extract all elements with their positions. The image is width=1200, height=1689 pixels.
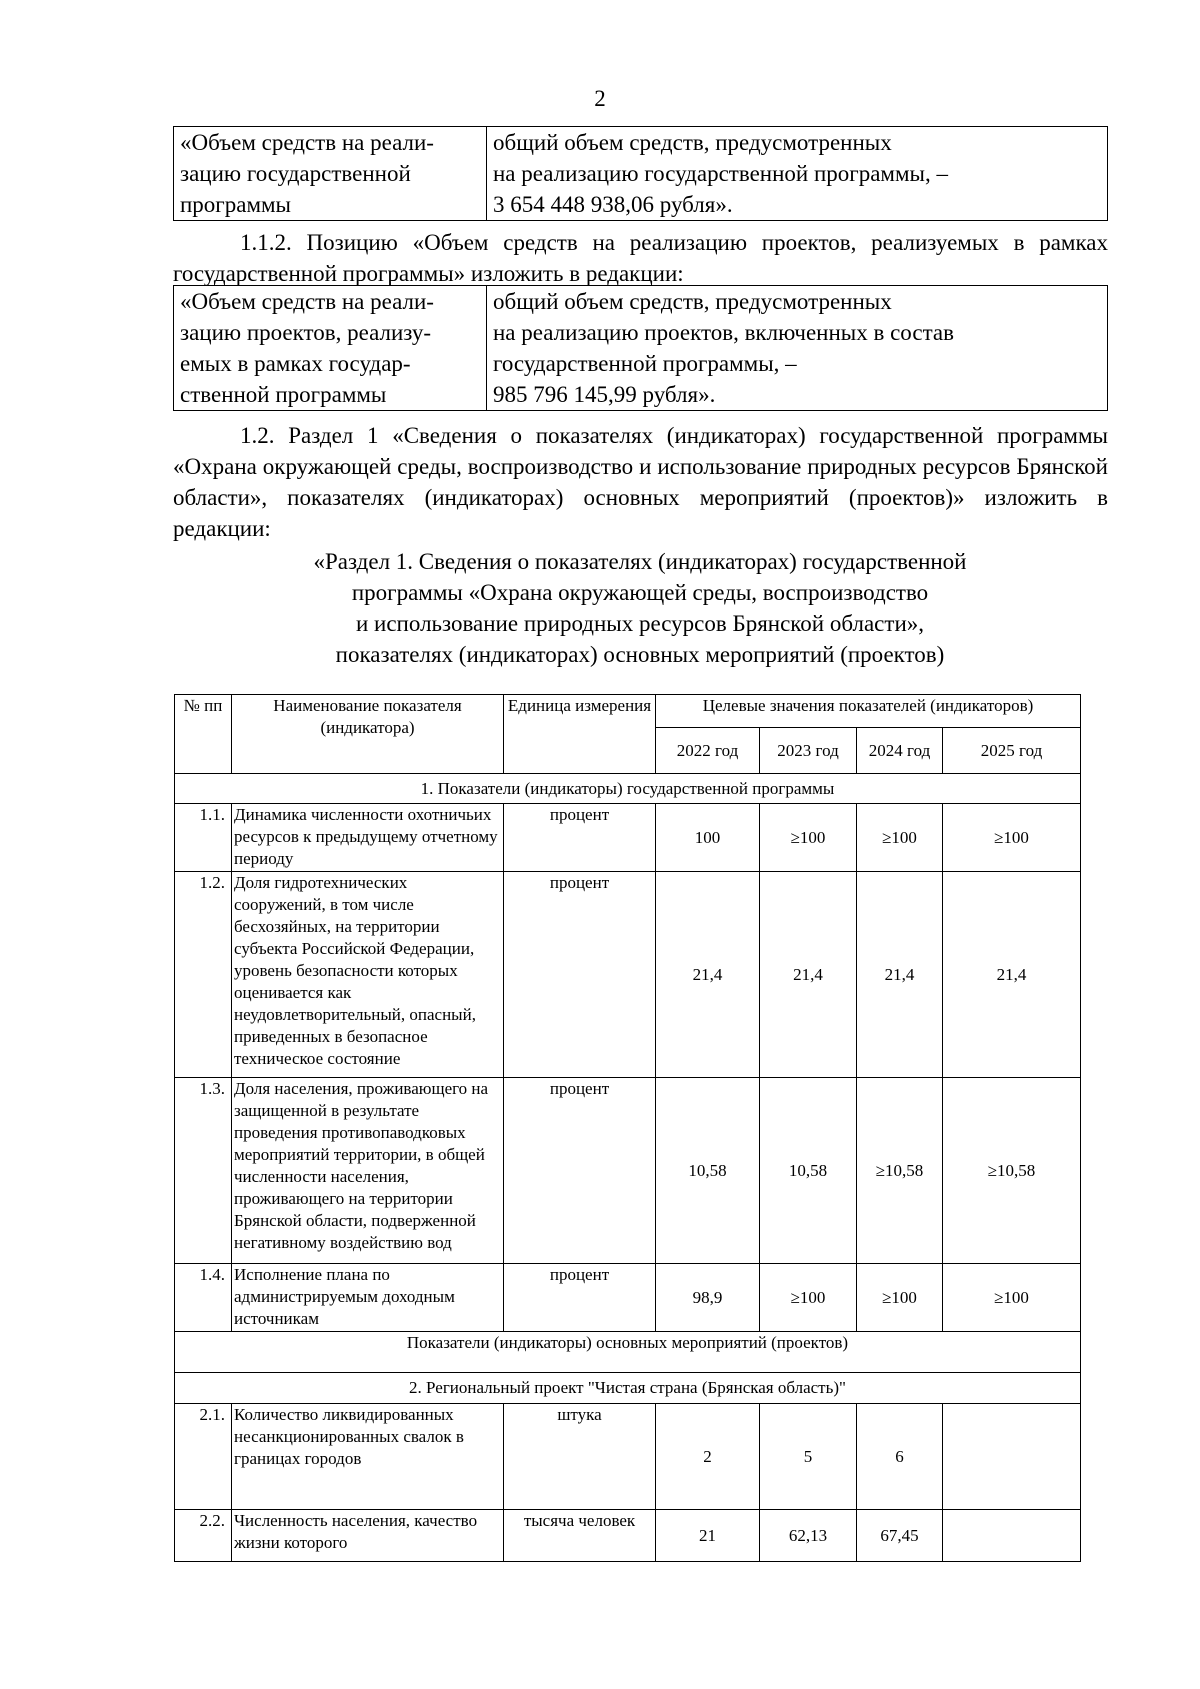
section-row: Показатели (индикаторы) основных мероприятий (проектов) [175, 1332, 1081, 1373]
row-no: 1.3. [175, 1078, 232, 1264]
row-value: ≥100 [760, 1264, 857, 1332]
row-value: ≥100 [943, 1264, 1081, 1332]
paragraph-1-2: 1.2. Раздел 1 «Сведения о показателях (индикаторах) государственной программы «Охрана окружающей среды, воспроизводство и использование природных ресурсов Брянской области», показателях (индикаторах) основных мероприятий (проектов)» изложить в редакции: [173, 423, 1108, 541]
row-name: Динамика численности охотничьих ресурсов к предыдущему отчетному периоду [232, 804, 504, 872]
table-row [175, 872, 1081, 1078]
table-row [175, 1404, 1081, 1510]
position-projects-value: общий объем средств, предусмотренных на реализацию проектов, включенных в состав государственной программы, – 985 796 145,99 рубля». [487, 286, 1108, 411]
indicators-table [174, 694, 1081, 1562]
position-funding-label: «Объем средств на реали- зацию государственной программы [174, 127, 487, 221]
row-value: 100 [656, 804, 760, 872]
table-row [175, 1264, 1081, 1332]
position-funding-value: общий объем средств, предусмотренных на реализацию государственной программы, – 3 654 448 938,06 рубля». [487, 127, 1108, 221]
row-unit: процент [504, 1264, 656, 1332]
row-no: 1.4. [175, 1264, 232, 1332]
row-name: Доля населения, проживающего на защищенной в результате проведения противопаводковых мероприятий территории, в общей численности населения, проживающего на территории Брянской области, подверженной негативному воздействию вод [232, 1078, 504, 1264]
row-no: 1.2. [175, 872, 232, 1078]
row-unit: процент [504, 804, 656, 872]
header-year: 2024 год [857, 728, 943, 774]
row-value: 5 [760, 1404, 857, 1510]
row-name: Численность населения, качество жизни которого [232, 1510, 504, 1562]
row-value: 21,4 [760, 872, 857, 1078]
header-year: 2023 год [760, 728, 857, 774]
row-unit: процент [504, 872, 656, 1078]
section-heading: «Раздел 1. Сведения о показателях (индикаторах) государственной программы «Охрана окружающей среды, воспроизводство и использование природных ресурсов Брянской области», показателях (индикаторах) основных мероприятий (проектов) [313, 549, 967, 667]
header-unit: Единица измерения [504, 695, 656, 774]
section-row: 2. Региональный проект "Чистая страна (Брянская область)" [175, 1373, 1081, 1404]
row-value: 2 [656, 1404, 760, 1510]
header-targets: Целевые значения показателей (индикаторов) [656, 695, 1081, 728]
page-number: 2 [594, 86, 606, 111]
row-value: ≥100 [857, 1264, 943, 1332]
position-projects-label: «Объем средств на реали- зацию проектов, реализу- емых в рамках государ- ственной программы [174, 286, 487, 411]
row-value: 21,4 [857, 872, 943, 1078]
row-value: 10,58 [656, 1078, 760, 1264]
table-row [175, 1078, 1081, 1264]
row-value: 21 [656, 1510, 760, 1562]
row-unit: штука [504, 1404, 656, 1510]
row-value: 67,45 [857, 1510, 943, 1562]
row-unit: процент [504, 1078, 656, 1264]
row-value: ≥100 [857, 804, 943, 872]
row-value: 98,9 [656, 1264, 760, 1332]
row-no: 2.1. [175, 1404, 232, 1510]
row-value: ≥10,58 [943, 1078, 1081, 1264]
table-row [175, 1510, 1081, 1562]
row-value: ≥100 [943, 804, 1081, 872]
position-projects-table [173, 285, 1108, 411]
row-name: Количество ликвидированных несанкционированных свалок в границах городов [232, 1404, 504, 1510]
row-value: 21,4 [943, 872, 1081, 1078]
row-name: Доля гидротехнических сооружений, в том числе бесхозяйных, на территории субъекта Российской Федерации, уровень безопасности которых оценивается как неудовлетворительный, опасный, приведенных в безопасное техническое состояние [232, 872, 504, 1078]
section-row: 1. Показатели (индикаторы) государственной программы [175, 774, 1081, 804]
table-row [175, 804, 1081, 872]
row-value: ≥10,58 [857, 1078, 943, 1264]
row-value: 6 [857, 1404, 943, 1510]
paragraph-1-1-2: 1.1.2. Позицию «Объем средств на реализацию проектов, реализуемых в рамках государственной программы» изложить в редакции: [173, 230, 1108, 286]
row-value [943, 1404, 1081, 1510]
row-value: 21,4 [656, 872, 760, 1078]
row-unit: тысяча человек [504, 1510, 656, 1562]
row-value: 62,13 [760, 1510, 857, 1562]
row-no: 1.1. [175, 804, 232, 872]
header-year: 2022 год [656, 728, 760, 774]
row-name: Исполнение плана по администрируемым доходным источникам [232, 1264, 504, 1332]
row-value: 10,58 [760, 1078, 857, 1264]
header-name: Наименование показателя (индикатора) [232, 695, 504, 774]
row-no: 2.2. [175, 1510, 232, 1562]
position-funding-table [173, 126, 1108, 221]
header-year: 2025 год [943, 728, 1081, 774]
header-no: № пп [175, 695, 232, 774]
row-value [943, 1510, 1081, 1562]
row-value: ≥100 [760, 804, 857, 872]
